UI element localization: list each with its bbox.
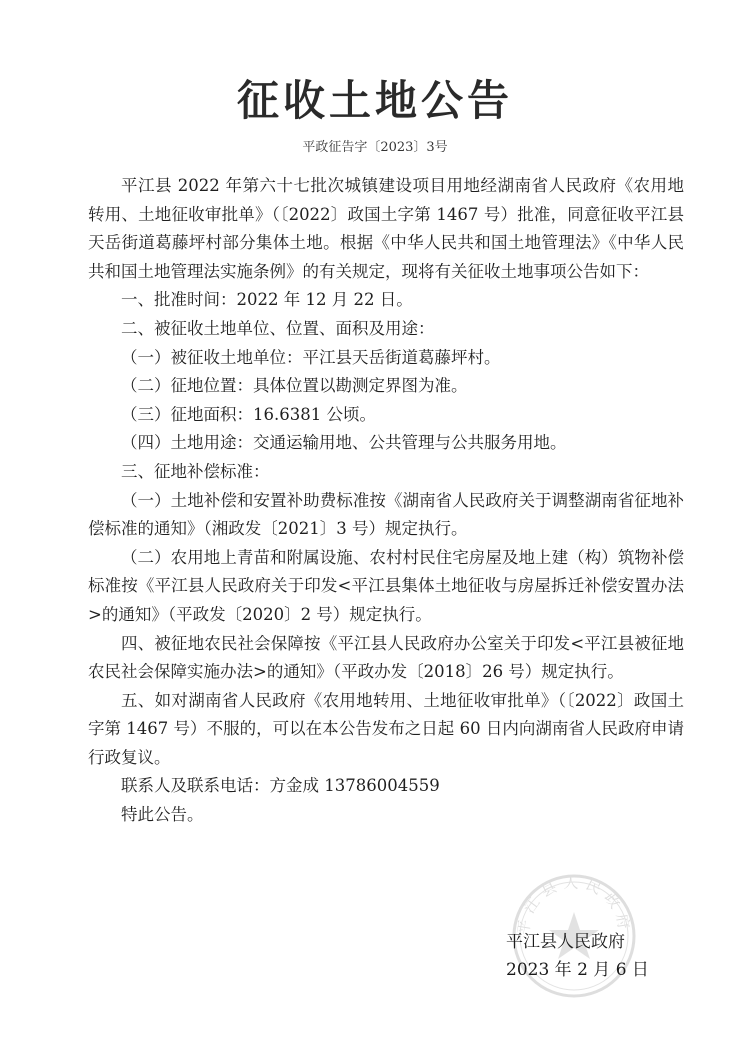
paragraph-land-use: （四）土地用途：交通运输用地、公共管理与公共服务用地。 [121, 433, 567, 453]
signer-date: 2023 年 2 月 6 日 [506, 960, 649, 980]
seal-text: 平江县人民政府 [514, 873, 634, 937]
paragraph-approval-time: 一、批准时间：2022 年 12 月 22 日。 [121, 290, 413, 310]
signer-organization: 平江县人民政府 [506, 932, 625, 952]
paragraph-contact: 联系人及联系电话：方金成 13786004559 [121, 776, 440, 796]
paragraph-intro: 平江县 2022 年第六十七批次城镇建设项目用地经湖南省人民政府《农用地转用、土地征收审批单》（〔2022〕政国土字第 1467 号）批准，同意征收平江县天岳街道葛藤坪村部分集体土地。根据《中华人民共和国土地管理法》《中华人民共和国土地管理法实施条例》的有关规定，现将有关征收土地事项公告如下： [88, 176, 684, 281]
document-title: 征收土地公告 [236, 76, 513, 125]
paragraph-land-area: （三）征地面积：16.6381 公顷。 [121, 404, 376, 424]
signature-block [506, 928, 666, 984]
paragraph-land-location: （二）征地位置：具体位置以勘测定界图为准。 [121, 376, 468, 396]
paragraph-social-security: 四、被征地农民社会保障按《平江县人民政府办公室关于印发<平江县被征地农民社会保障实施办法>的通知》（平政办发〔2018〕26 号）规定执行。 [88, 633, 684, 682]
paragraph-compensation-1: （一）土地补偿和安置补助费标准按《湖南省人民政府关于调整湖南省征地补偿标准的通知》（湘政发〔2021〕3 号）规定执行。 [88, 490, 684, 539]
document-number: 平政征告字〔2023〕3号 [302, 140, 448, 155]
paragraph-appeal: 五、如对湖南省人民政府《农用地转用、土地征收审批单》（〔2022〕政国土字第 1467 号）不服的，可以在本公告发布之日起 60 日内向湖南省人民政府申请行政复议。 [88, 690, 684, 767]
paragraph-compensation-heading: 三、征地补偿标准： [121, 461, 270, 481]
paragraph-land-unit: （一）被征收土地单位：平江县天岳街道葛藤坪村。 [121, 347, 501, 367]
paragraph-land-info-heading: 二、被征收土地单位、位置、面积及用途： [121, 318, 435, 338]
document-body [88, 172, 684, 830]
paragraph-closing: 特此公告。 [121, 805, 204, 825]
paragraph-compensation-2: （二）农用地上青苗和附属设施、农村村民住宅房屋及地上建（构）筑物补偿标准按《平江县人民政府关于印发<平江县集体土地征收与房屋拆迁补偿安置办法>的通知》（平政发〔2020〕2 号）规定执行。 [88, 547, 684, 624]
